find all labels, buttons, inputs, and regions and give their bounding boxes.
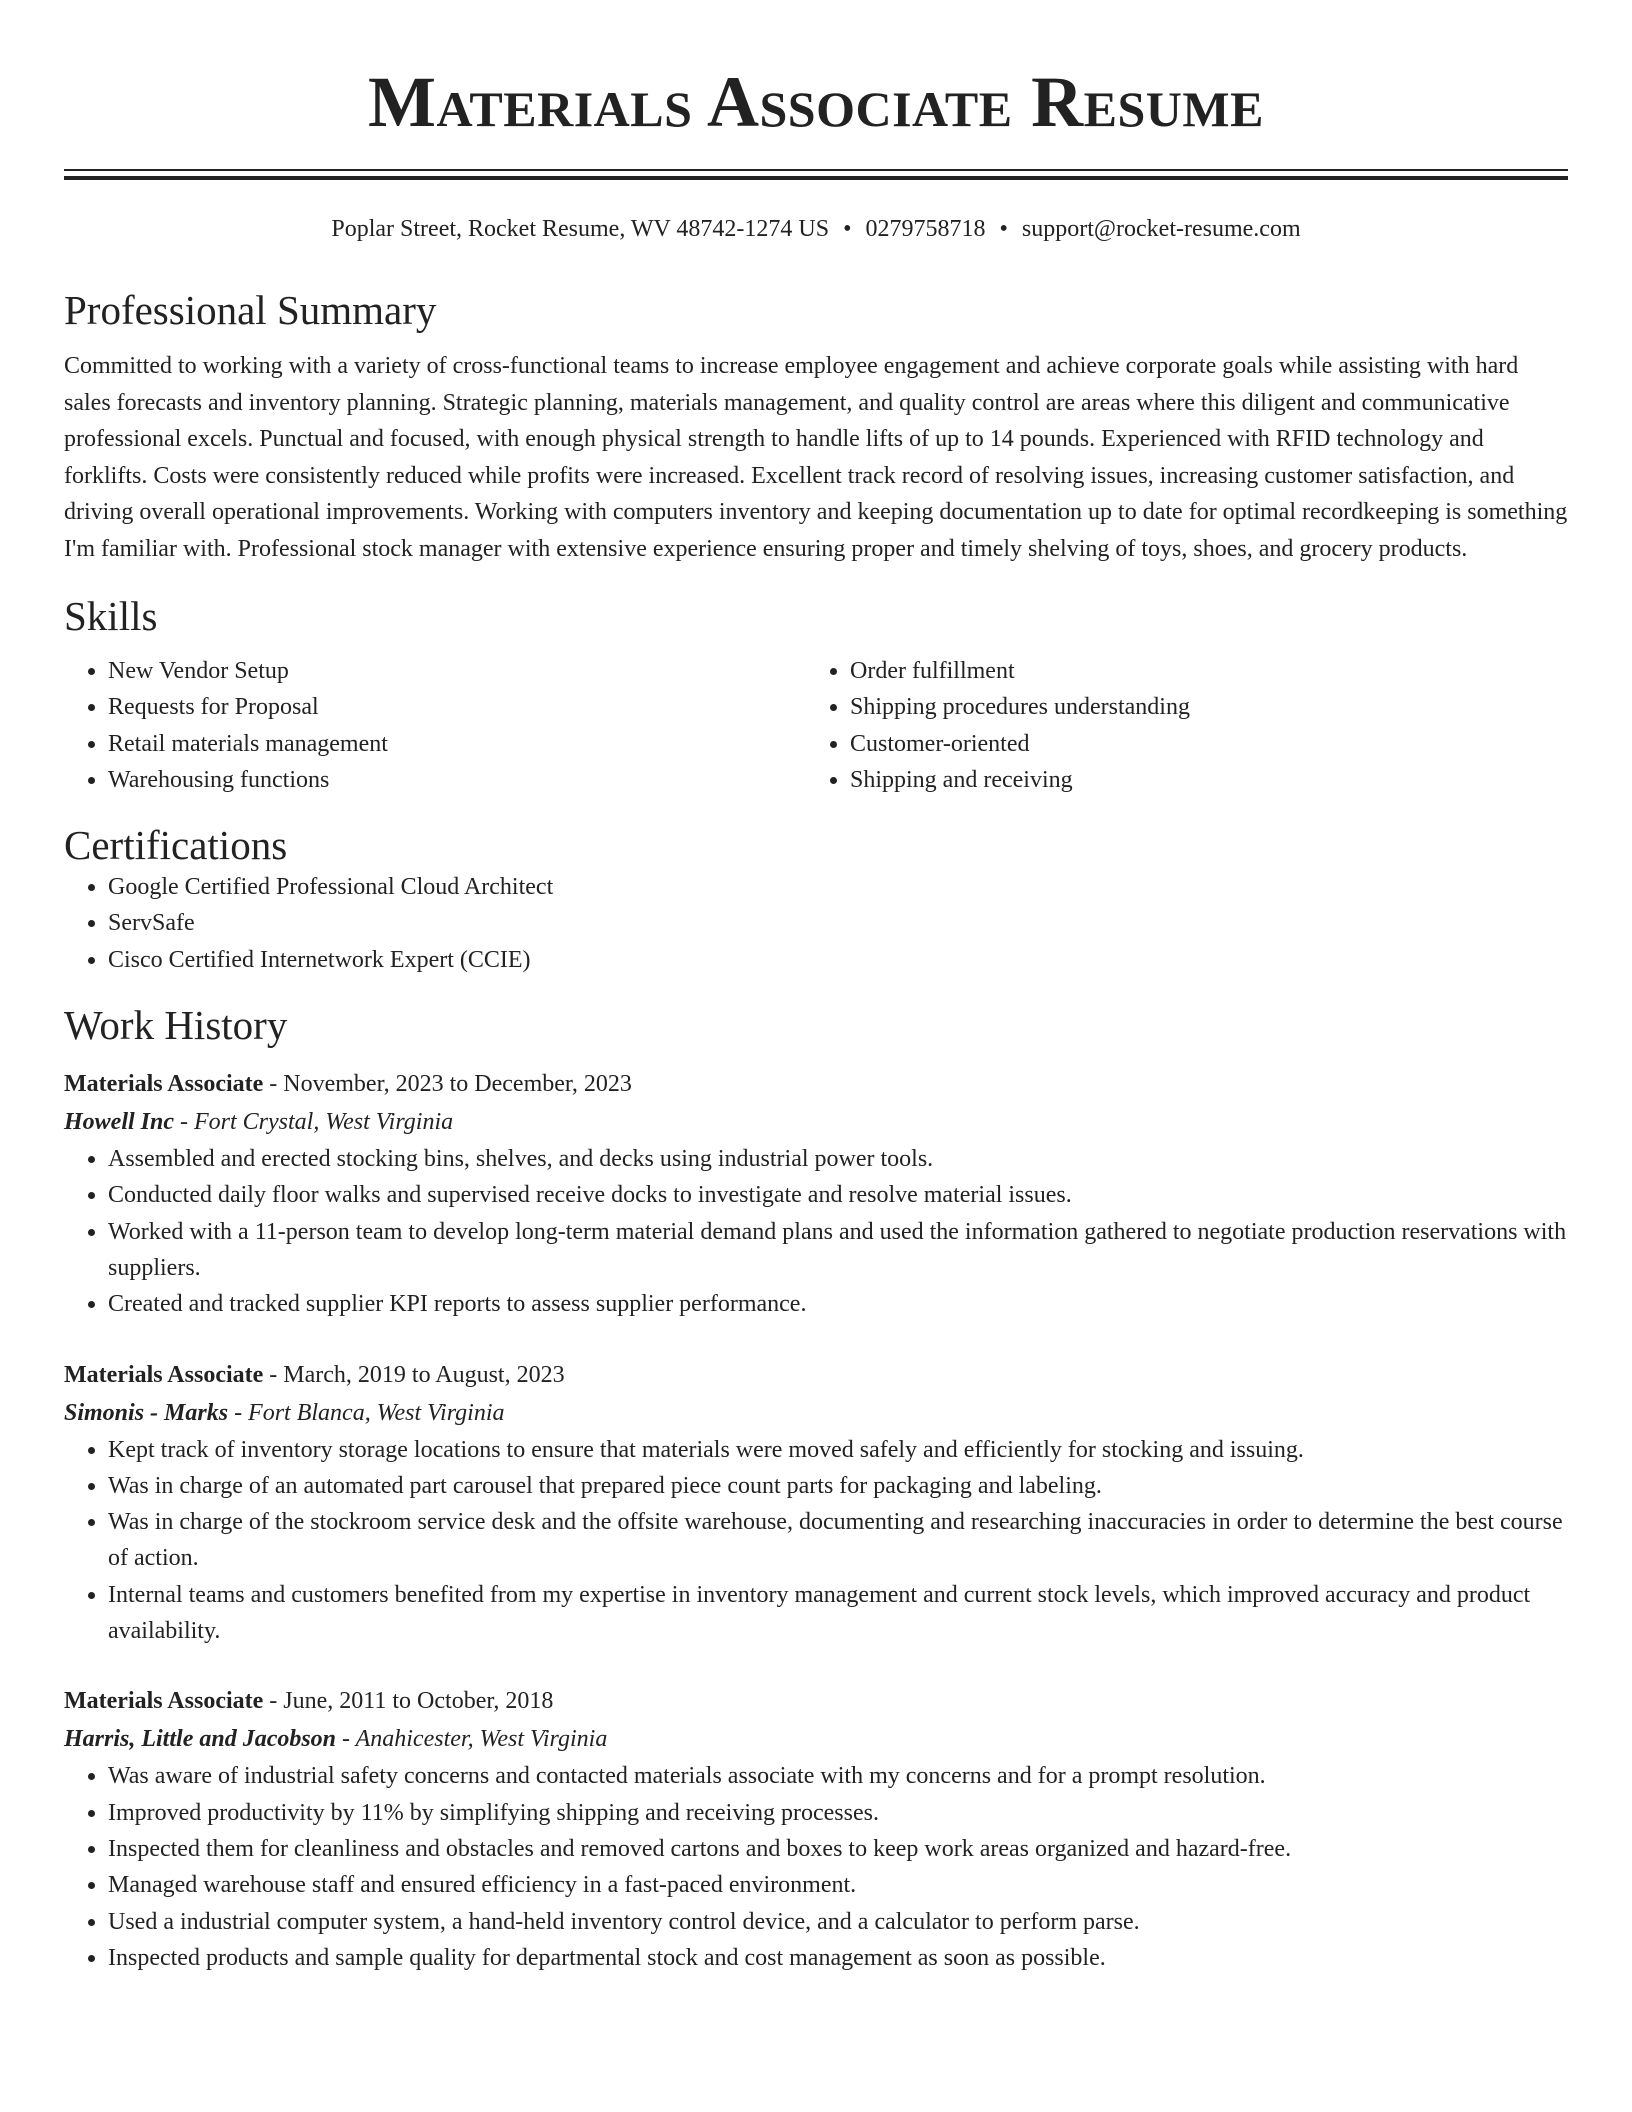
job-bullets xyxy=(64,1432,1568,1650)
job-bullet: • Internal teams and customers benefited from my expertise in inventory management and current stock levels, which improved accuracy and product availability. xyxy=(108,1577,1568,1650)
contact-phone: 0279758718 xyxy=(865,216,986,242)
job-bullets xyxy=(64,1141,1568,1322)
skill-item: • New Vendor Setup xyxy=(108,653,806,689)
summary-text: Committed to working with a variety of cross-functional teams to increase employee engagement and achieve corporate goals while assisting with hard sales forecasts and inventory planning. Strategic planning, materials management, and quality control are areas where this diligent and communicative professional excels. Punctual and focused, with enough physical strength to handle lifts of up to 14 pounds. Experienced with RFID technology and forklifts. Costs were consistently reduced while profits were increased. Excellent track record of resolving issues, increasing customer satisfaction, and driving overall operational improvements. Working with computers inventory and keeping documentation up to date for optimal recordkeeping is something I'm familiar with. Professional stock manager with extensive experience ensuring proper and timely shelving of toys, shoes, and grocery products. xyxy=(64,353,1568,562)
job-bullet: • Assembled and erected stocking bins, shelves, and decks using industrial power tools. xyxy=(108,1141,1568,1177)
skills-grid xyxy=(64,653,1568,798)
job-role: Materials Associate xyxy=(64,1688,264,1715)
skills-list-left xyxy=(64,653,806,798)
skill-item: • Requests for Proposal xyxy=(108,689,806,725)
contact-separator: • xyxy=(843,216,852,242)
contact-address: Poplar Street, Rocket Resume, WV 48742-1274 US xyxy=(331,216,830,242)
job-bullets xyxy=(64,1758,1568,1976)
skill-item: • Shipping and receiving xyxy=(850,762,1548,798)
skills-column-right xyxy=(806,653,1548,798)
job-entry xyxy=(64,1356,1568,1650)
certifications-list xyxy=(64,869,1568,978)
resume-page xyxy=(64,0,1568,1976)
job-bullet: • Managed warehouse staff and ensured efficiency in a fast-paced environment. xyxy=(108,1867,1568,1903)
job-bullet: • Inspected products and sample quality for departmental stock and cost management as soon as possible. xyxy=(108,1940,1568,1976)
job-entry xyxy=(64,1065,1568,1322)
job-dates: - June, 2011 to October, 2018 xyxy=(263,1688,554,1715)
skill-item: • Customer-oriented xyxy=(850,726,1548,762)
certification-item: • Google Certified Professional Cloud Architect xyxy=(108,869,1568,905)
skill-item: • Shipping procedures understanding xyxy=(850,689,1548,725)
job-company: Howell Inc xyxy=(64,1109,175,1136)
job-company: Simonis - Marks xyxy=(64,1399,229,1426)
job-company-line xyxy=(64,1720,1568,1758)
job-bullet: • Was in charge of an automated part carousel that prepared piece count parts for packaging and labeling. xyxy=(108,1468,1568,1504)
job-bullet: • Was aware of industrial safety concerns and contacted materials associate with my concerns and for a prompt resolution. xyxy=(108,1758,1568,1794)
job-bullet: • Improved productivity by 11% by simplifying shipping and receiving processes. xyxy=(108,1795,1568,1831)
skill-item: • Warehousing functions xyxy=(108,762,806,798)
skills-column-left xyxy=(64,653,806,798)
job-bullet: • Inspected them for cleanliness and obstacles and removed cartons and boxes to keep work areas organized and hazard-free. xyxy=(108,1831,1568,1867)
contact-separator: • xyxy=(999,216,1008,242)
job-entry xyxy=(64,1682,1568,1976)
certification-item: • ServSafe xyxy=(108,905,1568,941)
job-dates: - November, 2023 to December, 2023 xyxy=(263,1071,632,1098)
page-title: Materials Associate Resume xyxy=(368,62,1264,142)
certifications-heading: Certifications xyxy=(64,822,288,869)
skills-list-right xyxy=(806,653,1548,798)
skill-item: • Retail materials management xyxy=(108,726,806,762)
job-company-line xyxy=(64,1394,1568,1432)
job-role: Materials Associate xyxy=(64,1071,264,1098)
job-bullet: • Created and tracked supplier KPI reports to assess supplier performance. xyxy=(108,1286,1568,1322)
job-company: Harris, Little and Jacobson xyxy=(64,1726,337,1753)
contact-line xyxy=(64,214,1568,244)
job-dates: - March, 2019 to August, 2023 xyxy=(263,1361,565,1388)
contact-email[interactable]: support@rocket-resume.com xyxy=(1021,216,1301,242)
job-bullet: • Conducted daily floor walks and supervised receive docks to investigate and resolve material issues. xyxy=(108,1177,1568,1213)
job-company-line xyxy=(64,1103,1568,1141)
job-bullet: • Worked with a 11-person team to develop long-term material demand plans and used the information gathered to negotiate production reservations with suppliers. xyxy=(108,1214,1568,1287)
work-history-heading: Work History xyxy=(64,1002,288,1049)
job-bullet: • Was in charge of the stockroom service desk and the offsite warehouse, documenting and researching inaccuracies in order to determine the best course of action. xyxy=(108,1504,1568,1577)
summary-heading: Professional Summary xyxy=(64,287,437,333)
certification-item: • Cisco Certified Internetwork Expert (CCIE) xyxy=(108,942,1568,978)
job-location: - Fort Blanca, West Virginia xyxy=(228,1399,505,1426)
job-bullet: • Kept track of inventory storage locations to ensure that materials were moved safely and efficiently for stocking and issuing. xyxy=(108,1432,1568,1468)
job-title-line xyxy=(64,1065,1568,1103)
job-location: - Fort Crystal, West Virginia xyxy=(174,1109,454,1136)
job-title-line xyxy=(64,1356,1568,1394)
job-role: Materials Associate xyxy=(64,1361,264,1388)
job-location: - Anahicester, West Virginia xyxy=(336,1726,608,1753)
job-title-line xyxy=(64,1682,1568,1720)
skills-heading: Skills xyxy=(64,593,158,639)
job-bullet: • Used a industrial computer system, a hand-held inventory control device, and a calculator to perform parse. xyxy=(108,1904,1568,1940)
title-divider xyxy=(64,169,1568,180)
skill-item: • Order fulfillment xyxy=(850,653,1548,689)
